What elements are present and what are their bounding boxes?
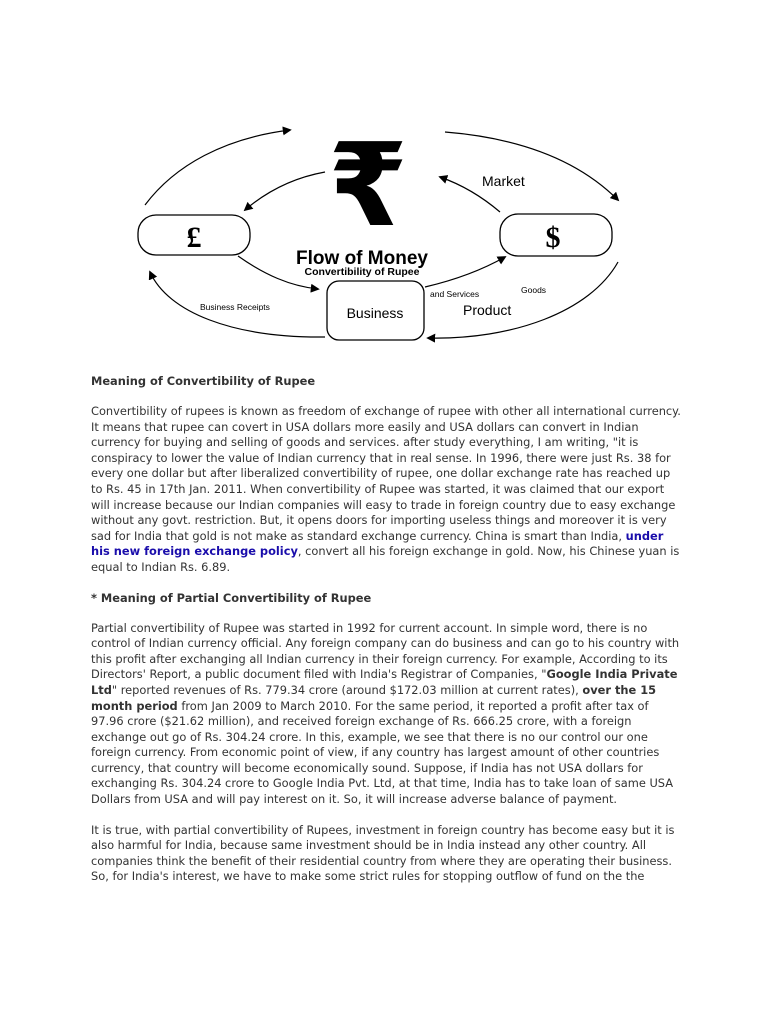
paragraph-2-text-mid: " reported revenues of Rs. 779.34 crore (around $172.03 million at current rates), — [111, 682, 583, 697]
paragraph-1-text-end: , convert all his foreign exchange in gold. Now, his Chinese yuan is equal to Indian Rs. 6.89. — [91, 544, 680, 574]
google-india-bold: Google India Private Ltd — [91, 667, 678, 697]
rupee-icon: ₹ — [327, 119, 409, 253]
market-label: Market — [482, 173, 525, 189]
diagram-title: Flow of Money — [296, 248, 428, 269]
arrow-top-right — [445, 132, 618, 200]
paragraph-1 — [91, 404, 681, 576]
business-receipts-label: Business Receipts — [200, 302, 270, 312]
article-body — [91, 374, 681, 900]
arrow-bottom-right — [428, 262, 618, 338]
dollar-icon: $ — [545, 221, 561, 254]
period-bold: over the 15 month period — [91, 682, 657, 713]
arrow-business-to-dollar — [425, 257, 505, 287]
pound-icon: £ — [186, 221, 202, 254]
foreign-exchange-policy-link[interactable]: under his new foreign exchange policy — [91, 528, 664, 559]
paragraph-3: It is true, with partial convertibility of Rupees, investment in foreign country has become easy but it is also harmful for India, because same investment should be in India instead any other country. All companies think the benefit of their residential country from where they are operating their business. So, for India's interest, we have to make some strict rules for stopping outflow of fund on the the — [91, 822, 675, 884]
services-label: and Services — [430, 289, 480, 299]
product-label: Product — [463, 302, 512, 318]
business-label: Business — [346, 305, 404, 321]
paragraph-1-text: Convertibility of rupees is known as freedom of exchange of rupee with other all international currency. It means that rupee can covert in USA dollars more easily and USA dollars can convert in Indian currency for buying and selling of goods and services. after study everything, I am writing, "it is conspiracy to lower the value of Indian currency that in real sense. In 1996, there were just Rs. 38 for every one dollar but after liberalized convertibility of rupee, one dollar exchange rate has reached up to Rs. 45 in 17th Jan. 2011. When convertibility of Rupee was started, it was claimed that our export will increase because our Indian companies will easy to trade in foreign country due to easy exchange without any govt. restriction. But, it opens doors for importing useless things and moreover it is very sad for India that gold is not make as standard exchange currency. China is smart than India, — [91, 404, 681, 543]
heading-meaning-convertibility: Meaning of Convertibility of Rupee — [91, 374, 316, 388]
goods-label: Goods — [521, 285, 547, 295]
heading-partial-convertibility: * Meaning of Partial Convertibility of Rupee — [91, 590, 372, 605]
paragraph-2 — [91, 621, 681, 808]
paragraph-2-text-end: from Jan 2009 to March 2010. For the same period, it reported a profit after tax of 97.96 crore ($21.62 million), and received foreign exchange of Rs. 666.25 crore, with a foreign exchange out go of Rs. 304.24 crore. In this, example, we see that there is no our control our one foreign currency. From economic point of view, if any country has largest amount of other countries currency, that country will become economically sound. Suppose, if India has not USA dollars for exchanging Rs. 304.24 crore to Google India Pvt. Ltd, at that time, India has to take loan of same USA Dollars from USA and will pay interest on it. So, it will increase adverse balance of payment. — [91, 698, 674, 807]
paragraph-2-text: Partial convertibility of Rupee was started in 1992 for current account. In simple word, there is no control of Indian currency official. Any foreign company can do business and can go to his country with this profit after exchanging all Indian currency in their foreign currency. For example, According to its Directors' Report, a public document filed with India's Registrar of Companies, " — [91, 620, 680, 682]
flow-of-money-diagram — [0, 0, 768, 360]
diagram-subtitle: Convertibility of Rupee — [304, 266, 420, 278]
arrow-rupee-to-pound — [245, 172, 325, 210]
